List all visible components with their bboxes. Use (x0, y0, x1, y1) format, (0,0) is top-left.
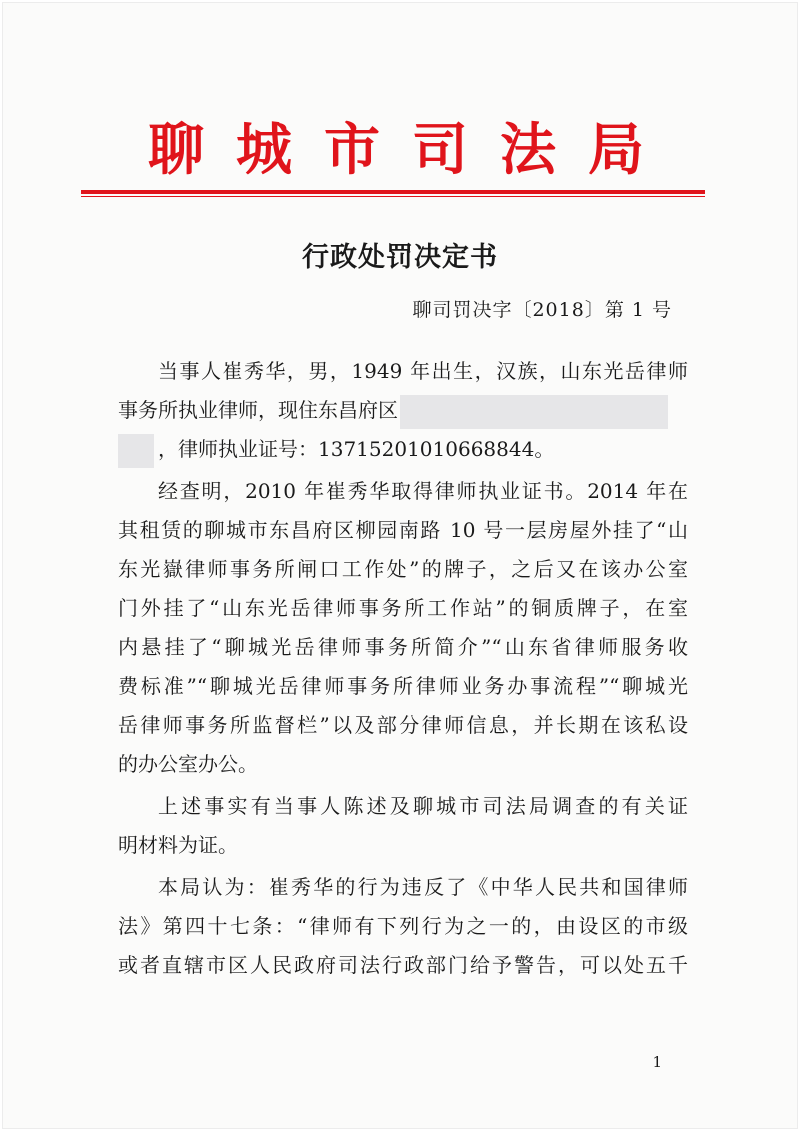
document-body (118, 352, 688, 985)
paragraph-2-line-8: 的办公室办公。 (118, 752, 258, 776)
redacted-address-block (400, 395, 668, 429)
paragraph-4-line-3: 或者直辖市区人民政府司法行政部门给予警告，可以处五千 (118, 953, 688, 977)
license-number-text: ，律师执业证号：13715201010668844。 (158, 437, 555, 461)
paragraph-2-line-2: 其租赁的聊城市东昌府区柳园南路 10 号一层房屋外挂了“山 (118, 518, 688, 542)
paragraph-2-line-6: 费标准”“聊城光岳律师事务所律师业务办事流程”“聊城光 (118, 674, 688, 698)
paragraph-2-line-4: 门外挂了“山东光岳律师事务所工作站”的铜质牌子，在室 (118, 596, 688, 620)
redacted-address-tail (118, 434, 154, 468)
page-number: 1 (652, 1053, 662, 1071)
paragraph-2-line-3: 东光嶽律师事务所闸口工作处”的牌子，之后又在该办公室 (118, 557, 688, 581)
paragraph-2-line-1: 经查明，2010 年崔秀华取得律师执业证书。2014 年在 (158, 479, 688, 503)
paragraph-2-line-7: 岳律师事务所监督栏”以及部分律师信息，并长期在该私设 (118, 713, 688, 737)
document-page (3, 3, 797, 1128)
paragraph-1-line-1: 当事人崔秀华，男，1949 年出生，汉族，山东光岳律师 (158, 359, 688, 383)
letterhead-red-rule-thin (81, 196, 705, 197)
paragraph-1-line-2 (118, 391, 688, 430)
paragraph-3-line-2: 明材料为证。 (118, 833, 238, 857)
address-prefix: 事务所执业律师，现住东昌府区 (118, 398, 398, 422)
paragraph-1-line-3 (118, 430, 688, 469)
paragraph-4-line-2: 法》第四十七条：“律师有下列行为之一的，由设区的市级 (118, 914, 688, 938)
paragraph-4-line-1: 本局认为：崔秀华的行为违反了《中华人民共和国律师 (158, 875, 688, 899)
document-title: 行政处罚决定书 (302, 242, 498, 273)
document-number: 聊司罚决字〔2018〕第 1 号 (412, 299, 672, 321)
agency-letterhead-title: 聊城市司法局 (148, 117, 676, 183)
letterhead-red-rule-thick (81, 190, 705, 194)
paragraph-3-line-1: 上述事实有当事人陈述及聊城市司法局调查的有关证 (158, 794, 688, 818)
paragraph-2-line-5: 内悬挂了“聊城光岳律师事务所简介”“山东省律师服务收 (118, 635, 688, 659)
